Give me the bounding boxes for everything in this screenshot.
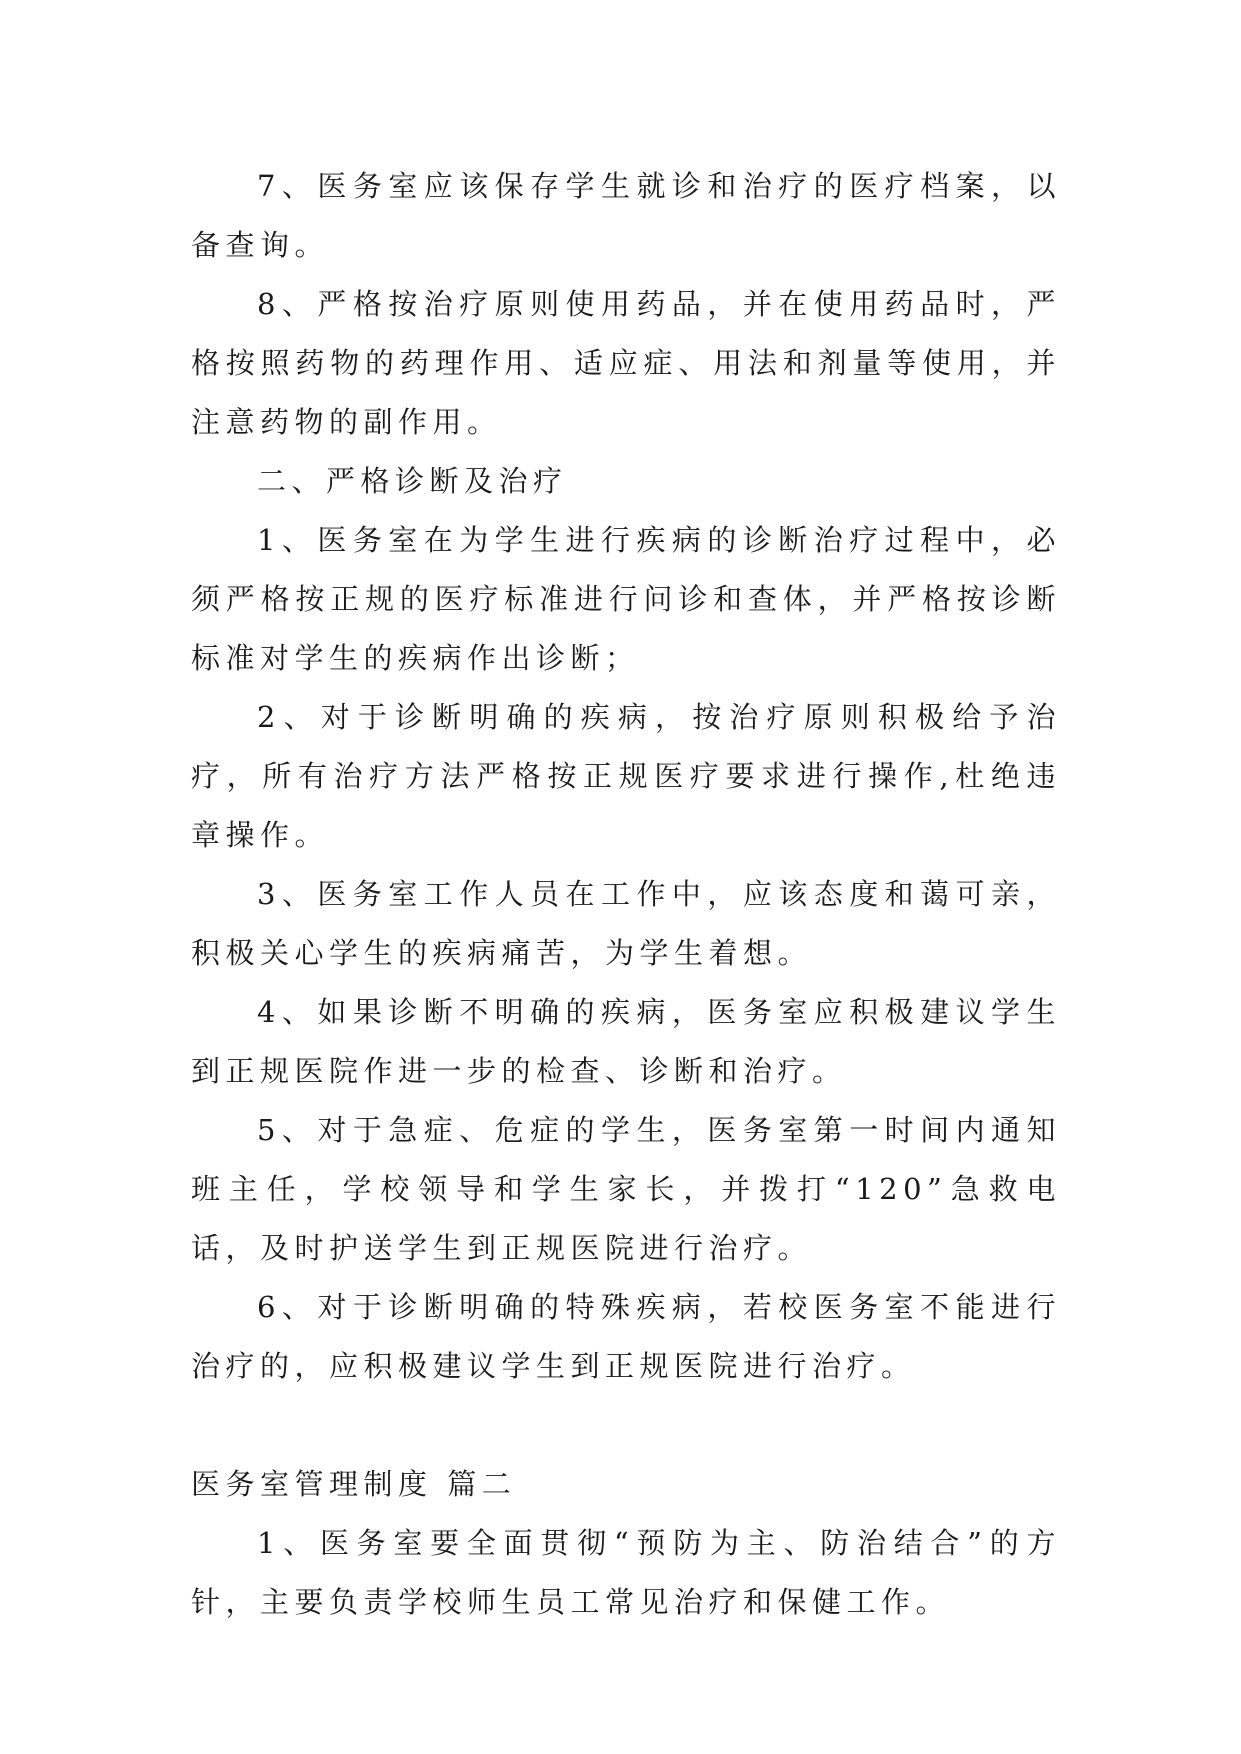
document-body — [191, 157, 1061, 1632]
document-section-title: 医务室管理制度 篇二 — [191, 1467, 517, 1501]
section-heading-2: 二、严格诊断及治疗 — [257, 464, 568, 498]
spacer — [191, 1396, 1061, 1455]
paragraph-7: 7、医务室应该保存学生就诊和治疗的医疗档案，以备查询。 — [191, 169, 1061, 262]
paragraph-diag-4: 4、如果诊断不明确的疾病，医务室应积极建议学生到正规医院作进一步的检查、诊断和治疗。 — [191, 995, 1061, 1088]
paragraph-8: 8、严格按治疗原则使用药品，并在使用药品时，严格按照药物的药理作用、适应症、用法和剂量等使用，并注意药物的副作用。 — [191, 287, 1061, 439]
paragraph-diag-3: 3、医务室工作人员在工作中，应该态度和蔼可亲，积极关心学生的疾病痛苦，为学生着想。 — [191, 877, 1061, 970]
paragraph-diag-1: 1、医务室在为学生进行疾病的诊断治疗过程中，必须严格按正规的医疗标准进行问诊和查体，并严格按诊断标准对学生的疾病作出诊断； — [191, 523, 1061, 675]
paragraph-diag-2: 2、对于诊断明确的疾病，按治疗原则积极给予治疗，所有治疗方法严格按正规医疗要求进行操作,杜绝违章操作。 — [191, 700, 1061, 852]
paragraph-diag-5: 5、对于急症、危症的学生，医务室第一时间内通知班主任，学校领导和学生家长，并拨打“120”急救电话，及时护送学生到正规医院进行治疗。 — [191, 1113, 1061, 1265]
paragraph-part2-1: 1、医务室要全面贯彻“预防为主、防治结合”的方针，主要负责学校师生员工常见治疗和保健工作。 — [191, 1526, 1061, 1619]
paragraph-diag-6: 6、对于诊断明确的特殊疾病，若校医务室不能进行治疗的，应积极建议学生到正规医院进行治疗。 — [191, 1290, 1061, 1383]
